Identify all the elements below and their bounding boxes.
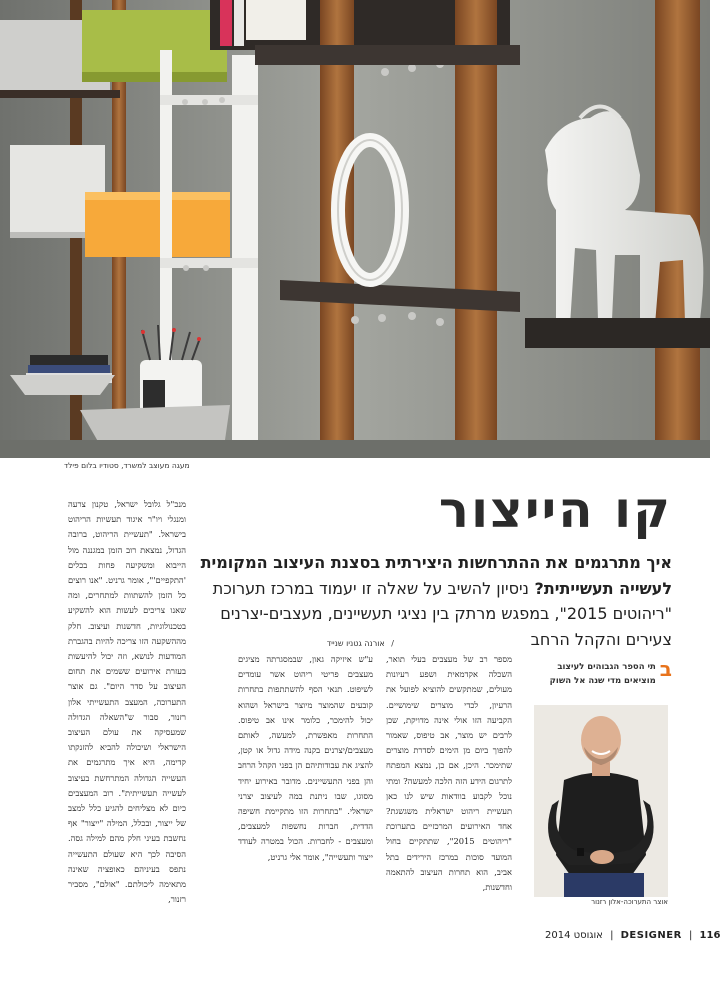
- article-deck: [194, 550, 672, 652]
- shelving-scene-illustration: [0, 0, 710, 458]
- deck-summary: ניסיון להשיב על שאלה זו יעמוד במרכז תערוכת "ריהוטים 2015", במפגש מרתק בין נציגי תעשיינים, מעצבים-יצרנים צעירים והקהל הרחב: [212, 578, 672, 649]
- portrait-caption: אוצר התערוכה-אלון רזנור: [591, 898, 668, 906]
- photo-caption: מעגה מעוצב למשרד, סטודיו בלום פילד: [64, 461, 190, 470]
- byline-separator: /: [391, 639, 394, 648]
- issue-date: אוגוסט 2014: [545, 930, 603, 941]
- byline-author: אורנה גטניו שנייד: [326, 639, 385, 648]
- body-paragraph: מנכ"ל גלובל ישראל, טקנון צרעה ומנגלי ויו"ר איגוד תעשיות הריהוט בישראל. "תעשיית הריהוט, ברובה הגדול, נמצאת רוב הזמן במגננה מול הייבוא ומשקיעה פחות בכלים 'התקפיים'", אומר גרניט. "אנו רוצים כל הזמן להשתוות למתחרים, ומה שאנו צריכים לעשות הוא להשקיע בטכנולוגיות, חדשנות ועיצוב. חלק מההשקעה הזו צריכה להיות בהגברת המודעות לנושא, וזה יכול להיעשות בעזרת אירועים ששמים את תחום העיצוב על סדר היום". גם אוצר התערוכה, המעצב התעשייתי אלון רזנור, סבור ש"השאלה הגדולה שמעסיקה את עולם העיצוב הישראלי ושיכולה להביא להזנקתו קדימה, היא איך מתרגמים את העשייה הגדולה המתרחשת בעיצוב לעשייה תעשייתית". רוב המעצבים כיום לא מצליחים להגיע כלל למצב של ייצור, ובכלל, המילה "ייצור" אף נחשבת בעיני חלק מהם למילה גסה. הסיבה לכך היא שעולם התעשייה נתפס בעיניהם כאופציה שאינה מתאימה ליכולתם. "אולם", מסביר רזנור,: [68, 499, 186, 905]
- body-paragraph: מספר רב של מעצבים בעלי תואר, השכלה אקדמאית ושפע רעיונות מעולים, שמתקשים להוציא לפועל את הרעיון, לכדי מוצרים שימושיים. הקביעה הזו אולי אינה מדויקת, שכן לרבים יש מוצר, אב טיפוס, שאמור להפוך ביום מן הימים לסדרת מוצרים שתימכר. היכן, אם כן, נמצא המפתח לתרגום הידע הזה הלכה למעשה? ומתי נוכל לקבוע בוודאות שיש לנו כאן תעשיית ריהוט ישראלית משגשגת? אחד האירועים המרכזיים בתערוכת "ריהוטים 2015", שתתקיים בחול המועד סוכות במרכז הירידים בתל אביב, הוא תחרות העיצוב להתאמה וחדשנות,: [386, 654, 512, 893]
- body-column-left: [68, 497, 186, 907]
- article-headline: קו הייצור: [438, 481, 672, 539]
- body-paragraph: ע"ש איזיקה גאון, שבמסגרתה מציגים מעצבים פריטי ריהוט אשר עומדים לשיפוט. תנאי הסף להשתתפות בתחרות קובעים שהמוצר מיוצר בישראל ושהוא יכול להימכר, כלומר אינו אב טיפוס. התחרות מאפשרת, למעשה, לאותם מעצבים/יצרנים בקנה מידה גדול או קטן, להציג את עבודותיהם הן בפני הקהל הרחב והן בפני התעשיינים. מדובר באירוע יחיד מסוגו, שבו ניתנת במה לעיצוב יצרני ישראלי. "בתחרות הזו מתקיימת חשיפה הדדית, חברות נחשפות למעצבים, ומעצבים - לחברות. הכול במטרה לעודד ייצור ותעשייה", אומר אלי גרניט,: [238, 654, 373, 862]
- page-footer: אוגוסט 2014 | DESIGNER | 116: [545, 930, 720, 941]
- magazine-brand: DESIGNER: [620, 930, 682, 941]
- byline: [194, 639, 394, 648]
- page-number: 116: [699, 930, 720, 941]
- deck-question: איך מתרגמים את ההתרחשות היצירתית בסצנת העיצוב המקומית לעשייה תעשייתית?: [200, 553, 672, 598]
- drop-cap: ב: [659, 657, 672, 681]
- curator-portrait-illustration: [534, 705, 668, 897]
- body-column-middle: [238, 652, 373, 865]
- curator-portrait: [534, 705, 668, 897]
- sidebar-intro: [532, 657, 672, 688]
- body-column-right: [386, 652, 512, 895]
- sidebar-intro-text: תי הספר הגבוהים לעיצוב מוציאים מדי שנה אל השוק: [549, 662, 656, 686]
- hero-photo: [0, 0, 710, 458]
